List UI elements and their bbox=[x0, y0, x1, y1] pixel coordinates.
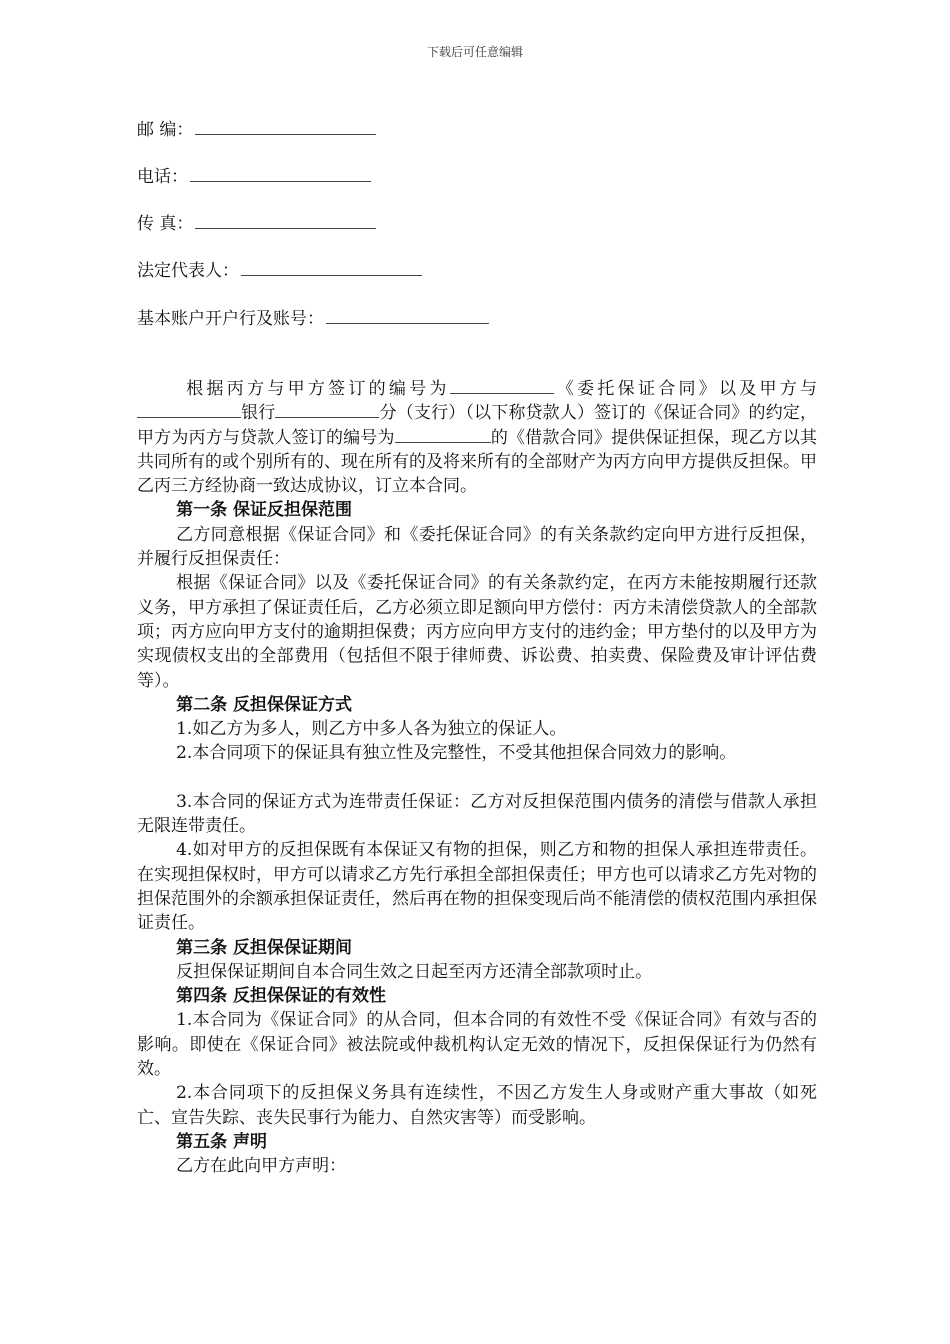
paragraph: 乙方同意根据《保证合同》和《委托保证合同》的有关条款约定向甲方进行反担保，并履行反担保责任： bbox=[137, 524, 817, 570]
paragraph: 1.本合同为《保证合同》的从合同，但本合同的有效性不受《保证合同》有效与否的影响。即使在《保证合同》被法院或仲裁机构认定无效的情况下，反担保保证行为仍然有效。 bbox=[137, 1010, 817, 1080]
postcode-field bbox=[137, 119, 376, 141]
field-label: 传 真： bbox=[137, 214, 194, 234]
contract-body bbox=[137, 377, 817, 1179]
postcode-blank[interactable] bbox=[195, 119, 376, 135]
phone-field bbox=[137, 166, 371, 188]
paragraph: 2.本合同项下的反担保义务具有连续性，不因乙方发生人身或财产重大事故（如死亡、宣告失踪、丧失民事行为能力、自然灾害等）而受影响。 bbox=[137, 1083, 817, 1128]
paragraph: 4.如对甲方的反担保既有本保证又有物的担保，则乙方和物的担保人承担连带责任。在实现担保权时，甲方可以请求乙方先行承担全部担保责任；甲方也可以请求乙方先对物的担保范围外的余额承担保证责任，然后再在物的担保变现后尚不能清偿的债权范围内承担保证责任。 bbox=[137, 840, 817, 934]
intro-paragraph: 根据丙方与甲方签订的编号为 《委托保证合同》以及甲方与银行 分（支行）（以下称贷款人）签订的《保证合同》的约定，甲方为丙方与贷款人签订的编号为 的《借款合同》提供保证担保，现乙方以其共同所有的或个别所有的、现在所有的及将来所有的全部财产为丙方向甲方提供反担保。甲乙丙三方经协商一致达成协议，订立本合同。 bbox=[137, 379, 818, 497]
page-header: 下载后可任意编辑 bbox=[426, 45, 523, 59]
phone-blank[interactable] bbox=[190, 166, 371, 182]
branch-name-blank[interactable] bbox=[275, 402, 379, 418]
legal-rep-blank[interactable] bbox=[241, 260, 422, 276]
paragraph: 乙方在此向甲方声明： bbox=[176, 1156, 347, 1177]
article-1-heading: 第一条 保证反担保范围 bbox=[176, 500, 353, 521]
paragraph: 反担保保证期间自本合同生效之日起至丙方还清全部款项时止。 bbox=[176, 961, 653, 982]
field-label: 电话： bbox=[137, 167, 188, 187]
article-4-heading: 第四条 反担保保证的有效性 bbox=[176, 986, 387, 1007]
field-label: 法定代表人： bbox=[137, 261, 239, 281]
bank-account-field bbox=[137, 308, 489, 330]
loan-no-blank[interactable] bbox=[395, 427, 491, 443]
fax-field bbox=[137, 213, 376, 235]
legal-rep-field bbox=[137, 260, 422, 282]
field-label: 基本账户开户行及账号： bbox=[137, 309, 324, 329]
paragraph: 根据《保证合同》以及《委托保证合同》的有关条款约定，在丙方未能按期履行还款义务，甲方承担了保证责任后，乙方必须立即足额向甲方偿付：丙方未清偿贷款人的全部款项；丙方应向甲方支付的逾期担保费；丙方应向甲方支付的违约金；甲方垫付的以及甲方为实现债权支出的全部费用（包括但不限于律师费、诉讼费、拍卖费、保险费及审计评估费等）。 bbox=[137, 573, 817, 691]
article-3-heading: 第三条 反担保保证期间 bbox=[176, 937, 353, 958]
contract-no-blank[interactable] bbox=[450, 378, 554, 394]
bank-account-blank[interactable] bbox=[326, 308, 489, 324]
paragraph: 1.如乙方为多人，则乙方中多人各为独立的保证人。 bbox=[176, 719, 567, 740]
paragraph: 3.本合同的保证方式为连带责任保证：乙方对反担保范围内债务的清偿与借款人承担无限连带责任。 bbox=[137, 791, 817, 837]
spacer bbox=[137, 766, 817, 790]
bank-name-blank[interactable] bbox=[137, 402, 241, 418]
fax-blank[interactable] bbox=[195, 213, 376, 229]
paragraph: 2.本合同项下的保证具有独立性及完整性，不受其他担保合同效力的影响。 bbox=[176, 743, 737, 764]
article-5-heading: 第五条 声明 bbox=[176, 1131, 268, 1152]
article-2-heading: 第二条 反担保保证方式 bbox=[176, 694, 353, 715]
field-label: 邮 编： bbox=[137, 120, 194, 140]
